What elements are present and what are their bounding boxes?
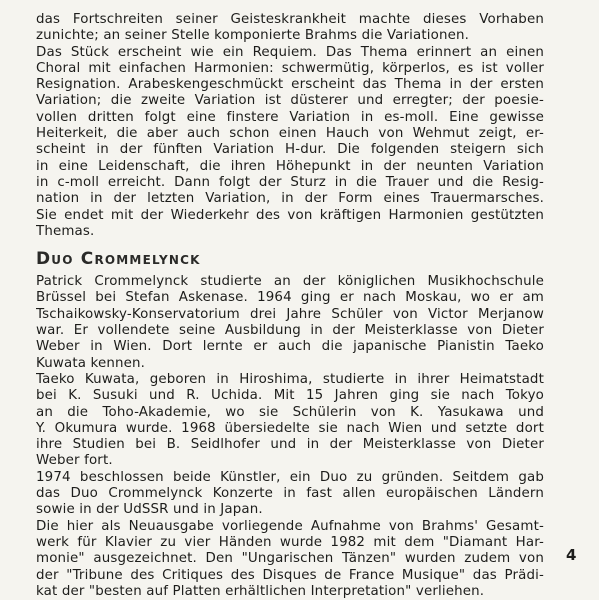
bio-paragraph-taeko (36, 372, 544, 470)
bio-paragraph-recording (36, 519, 544, 600)
text-line: in eine Leidenschaft, die ihren Höhepunkt in der neunten Variation (36, 158, 544, 174)
text-line: Weber in Wien. Dort lernte er auch die japanische Pianistin Taeko (36, 339, 544, 355)
text-line: in c-moll erreicht. Dann folgt der Sturz in die Trauer und die Resig- (36, 174, 544, 190)
text-line: Patrick Crommelynck studierte an der königlichen Musikhochschule (36, 274, 544, 290)
text-line: Tschaikowsky-Konservatorium drei Jahre Schüler von Victor Merjanow (36, 306, 544, 322)
text-line: 1974 beschlossen beide Künstler, ein Duo zu gründen. Seitdem gab (36, 469, 544, 485)
page-number: 4 (566, 546, 577, 564)
text-line: Das Stück erscheint wie ein Requiem. Das Thema erinnert an einen (36, 44, 544, 60)
text-line: Brüssel bei Stefan Askenase. 1964 ging er nach Moskau, wo er am (36, 290, 544, 306)
text-line: Taeko Kuwata, geboren in Hiroshima, studierte in ihrer Heimatstadt (36, 371, 544, 387)
intro-paragraph (36, 12, 544, 240)
text-line: ihre Studien bei B. Seidlhofer und in der Meisterklasse von Dieter (36, 437, 544, 453)
text-line: der "Tribune des Critiques des Disques de France Musique" das Prädi- (36, 567, 544, 583)
text-line: Themas. (36, 223, 95, 239)
bio-paragraph-duo (36, 470, 544, 519)
text-line: Heiterkeit, die aber auch schon einen Hauch von Wehmut zeigt, er- (36, 126, 544, 142)
text-line: Resignation. Arabeskengeschmückt erscheint das Thema in der ersten (36, 77, 544, 93)
text-line: Kuwata kennen. (36, 355, 146, 371)
text-line: monie" ausgezeichnet. Den "Ungarischen Tänzen" wurden zudem von (36, 551, 544, 567)
text-line: scheint in der fünften Variation H-dur. Die folgenden steigern sich (36, 142, 544, 158)
text-line: zunichte; an seiner Stelle komponierte Brahms die Variationen. (36, 28, 470, 44)
text-line: werk für Klavier zu vier Händen wurde 1982 mit dem "Diamant Har- (36, 534, 544, 550)
bio-paragraph-patrick (36, 274, 544, 372)
document-page (36, 12, 544, 600)
text-line: vollen dritten folgt eine finstere Variation in es-moll. Eine gewisse (36, 109, 544, 125)
text-line: Die hier als Neuausgabe vorliegende Aufnahme von Brahms' Gesamt- (36, 518, 544, 534)
text-line: bei K. Susuki und R. Uchida. Mit 15 Jahren ging sie nach Tokyo (36, 388, 544, 404)
text-line: das Fortschreiten seiner Geisteskrankheit machte dieses Vorhaben (36, 12, 544, 27)
text-line: nation in der letzten Variation, in der Form eines Trauermarsches. (36, 191, 544, 207)
text-line: Variation; die zweite Variation ist düsterer und erregter; der poesie- (36, 93, 544, 109)
text-line: Y. Okumura wurde. 1968 übersiedelte sie nach Wien und setzte dort (36, 420, 544, 436)
text-line: Weber fort. (36, 453, 113, 469)
text-line: Sie endet mit der Wiederkehr des von kräftigen Harmonien gestützten (36, 207, 544, 223)
text-line: Choral mit einfachen Harmonien: schwermütig, körperlos, es ist voller (36, 60, 544, 76)
text-line: das Duo Crommelynck Konzerte in fast allen europäischen Ländern (36, 486, 544, 502)
text-line: an die Toho-Akademie, wo sie Schülerin von K. Yasukawa und (36, 404, 544, 420)
text-line: sowie in der UdSSR und in Japan. (36, 502, 263, 518)
section-heading: Duo Crommelynck (36, 249, 201, 270)
text-line: war. Er vollendete seine Ausbildung in der Meisterklasse von Dieter (36, 323, 544, 339)
text-line: kat der "besten auf Platten erhältlichen Interpretation" verliehen. (36, 583, 485, 599)
